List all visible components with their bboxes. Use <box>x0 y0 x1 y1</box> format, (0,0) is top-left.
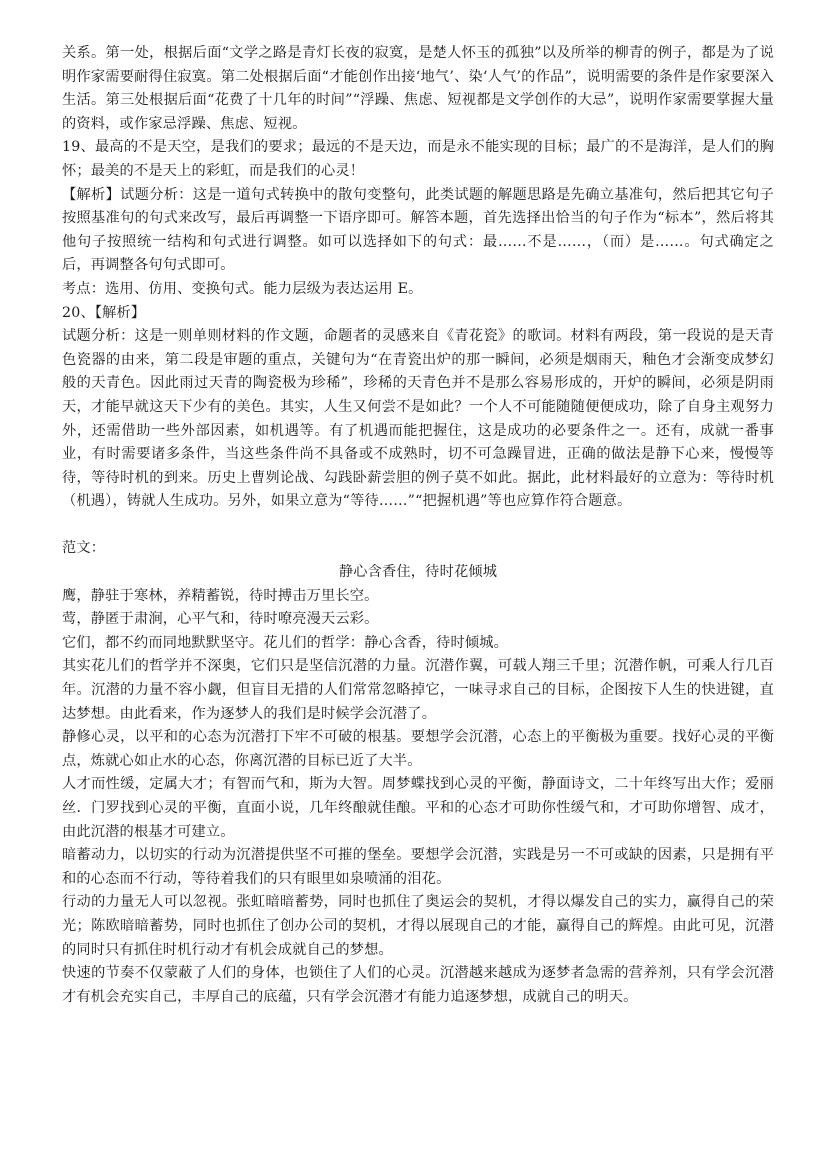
essay-paragraph: 暗蓄动力，以切实的行动为沉潜提供坚不可摧的堡垒。要想学会沉潜，实践是另一不可或缺的因素，只是拥有平和的心态而不行动，等待着我们的只有眼里如泉喷涌的泪花。 <box>62 847 774 887</box>
essay-paragraph: 人才而性缓，定属大才；有智而气和，斯为大智。周梦蝶找到心灵的平衡，静面诗文，二十年终写出大作；爱丽丝．门罗找到心灵的平衡，直面小说，几年终酿就佳酿。平和的心态才可助你性缓气和，才可助你增智、成才，由此沉潜的根基才可建立。 <box>62 776 774 840</box>
essay-title: 静心含香住，待时花倾城 <box>338 564 498 581</box>
answer-19: 19、最高的不是天空，是我们的要求；最远的不是天边，而是永不能实现的目标；最广的不是海洋，是人们的胸怀；最美的不是天上的彩虹，而是我们的心灵！ <box>62 139 774 179</box>
essay-paragraph: 静修心灵，以平和的心态为沉潜打下牢不可破的根基。要想学会沉潜，心态上的平衡极为重要。找好心灵的平衡点，炼就心如止水的心态，你离沉潜的目标已近了大半。 <box>62 729 774 769</box>
essay-paragraph: 它们，都不约而同地默默坚守。花儿们的哲学：静心含香，待时倾城。 <box>62 634 509 651</box>
essay-paragraph: 其实花儿们的哲学并不深奥，它们只是坚信沉潜的力量。沉潜作翼，可载人翔三千里；沉潜作帆，可乘人行几百年。沉潜的力量不容小觑，但盲目无措的人们常常忽略掉它，一味寻求自己的目标，企图按下人生的快进键，直达梦想。由此看来，作为逐梦人的我们是时候学会沉潜了。 <box>62 658 774 722</box>
analysis-19: 【解析】试题分析：这是一道句式转换中的散句变整句，此类试题的解题思路是先确立基准句，然后把其它句子按照基准句的句式来改写，最后再调整一下语序即可。解答本题，首先选择出恰当的句子作为“标本”，然后将其他句子按照统一结构和句式进行调整。如可以选择如下的句式：最……不是……，（而）是……。句式确定之后，再调整各句句式即可。 <box>62 186 774 274</box>
question-20-heading: 20、【解析】 <box>62 304 146 321</box>
blank-line <box>62 514 774 538</box>
analysis-20: 试题分析：这是一则单则材料的作文题，命题者的灵感来自《青花瓷》的歌词。材料有两段，第一段说的是天青色瓷器的由来，第二段是审题的重点，关键句为“在青瓷出炉的那一瞬间，必须是烟雨天，釉色才会渐变成梦幻般的天青色。因此雨过天青的陶瓷极为珍稀”，珍稀的天青色并不是那么容易形成的，开炉的瞬间，必须是阴雨天，才能早就这天下少有的美色。其实，人生又何尝不是如此？一个人不可能随随便便成功，除了自身主观努力外，还需借助一些外部因素，如机遇等。有了机遇而能把握住，这是成功的必要条件之一。还有，成就一番事业，有时需要诸多条件，当这些条件尚不具备或不成熟时，切不可急躁冒进，正确的做法是静下心来，慢慢等待，等待时机的到来。历史上曹刿论战、勾践卧薪尝胆的例子莫不如此。据此，此材料最好的立意为：等待时机（机遇），铸就人生成功。另外，如果立意为“等待……”“把握机遇”等也应算作符合题意。 <box>62 328 774 510</box>
essay-paragraph: 莺，静匿于肃涧，心平气和，待时嘹亮漫天云彩。 <box>62 611 379 628</box>
document-page <box>62 42 774 1009</box>
essay-paragraph: 鹰，静驻于寒林，养精蓄锐，待时搏击万里长空。 <box>62 587 379 604</box>
essay-paragraph: 行动的力量无人可以忽视。张虹暗暗蓄势，同时也抓住了奥运会的契机，才得以爆发自己的实力，赢得自己的荣光；陈欧暗暗蓄势，同时也抓住了创办公司的契机，才得以展现自己的才能，赢得自己的辉煌。由此可见，沉潜的同时只有抓住时机行动才有机会成就自己的梦想。 <box>62 894 774 958</box>
essay-paragraph: 快速的节奏不仅蒙蔽了人们的身体，也锁住了人们的心灵。沉潜越来越成为逐梦者急需的营养剂，只有学会沉潜才有机会充实自己，丰厚自己的底蕴，只有学会沉潜才有能力追逐梦想，成就自己的明天。 <box>62 965 774 1005</box>
test-point-19: 考点：选用、仿用、变换句式。能力层级为表达运用 E。 <box>62 280 423 297</box>
sample-essay-label: 范文： <box>62 540 106 557</box>
analysis-paragraph-continued: 关系。第一处，根据后面“文学之路是青灯长夜的寂寞，是楚人怀玉的孤独”以及所举的柳青的例子，都是为了说明作家需要耐得住寂寞。第二处根据后面“才能创作出接‘地气’、染‘人气’的作品”，说明需要的条件是作家要深入生活。第三处根据后面“花费了十几年的时间”“浮躁、焦虑、短视都是文学创作的大忌”，说明作家需要掌握大量的资料，或作家忌浮躁、焦虑、短视。 <box>62 45 774 132</box>
